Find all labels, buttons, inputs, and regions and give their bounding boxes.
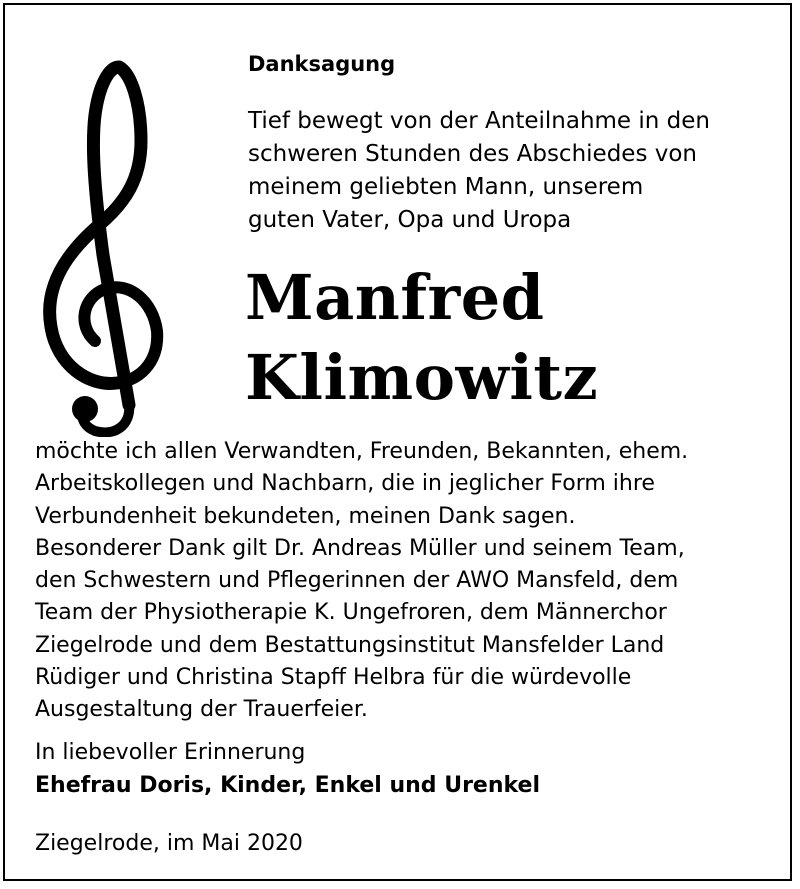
first-name: Manfred (245, 261, 545, 334)
closing-block (35, 736, 540, 802)
body-line: Team der Physiotherapie K. Ungefroren, dem Männerchor (35, 600, 667, 626)
body-line: Verbundenheit bekundeten, meinen Dank sagen. (35, 503, 576, 529)
body-line: möchte ich allen Verwandten, Freunden, Bekannten, ehem. (35, 439, 689, 464)
intro-line: schweren Stunden des Abschiedes von (248, 141, 697, 167)
last-name: Klimowitz (245, 341, 599, 414)
notice-card (3, 3, 792, 881)
notice-heading: Danksagung (248, 52, 396, 76)
thanks-body (35, 436, 775, 727)
body-line: Rüdiger und Christina Stapff Helbra für die würdevolle (35, 665, 632, 691)
intro-text (248, 105, 768, 237)
place-date: Ziegelrode, im Mai 2020 (35, 831, 303, 856)
signers: Ehefrau Doris, Kinder, Enkel und Urenkel (35, 773, 541, 798)
body-line: Ausgestaltung der Trauerfeier. (35, 697, 368, 723)
body-line: Ziegelrode und dem Bestattungsinstitut Mansfelder Land (35, 632, 665, 658)
intro-line: Tief bewegt von der Anteilnahme in den (248, 108, 710, 134)
body-line: Arbeitskollegen und Nachbarn, die in jeglicher Form ihre (35, 471, 655, 497)
body-line: Besonderer Dank gilt Dr. Andreas Müller und seinem Team, (35, 535, 685, 561)
closing-phrase: In liebevoller Erinnerung (35, 740, 306, 765)
body-line: den Schwestern und Pflegerinnen der AWO Mansfeld, dem (35, 568, 679, 594)
deceased-name (245, 258, 598, 418)
intro-line: meinem geliebten Mann, unserem (248, 174, 644, 200)
intro-line: guten Vater, Opa und Uropa (248, 207, 572, 233)
treble-clef-icon (33, 45, 169, 437)
